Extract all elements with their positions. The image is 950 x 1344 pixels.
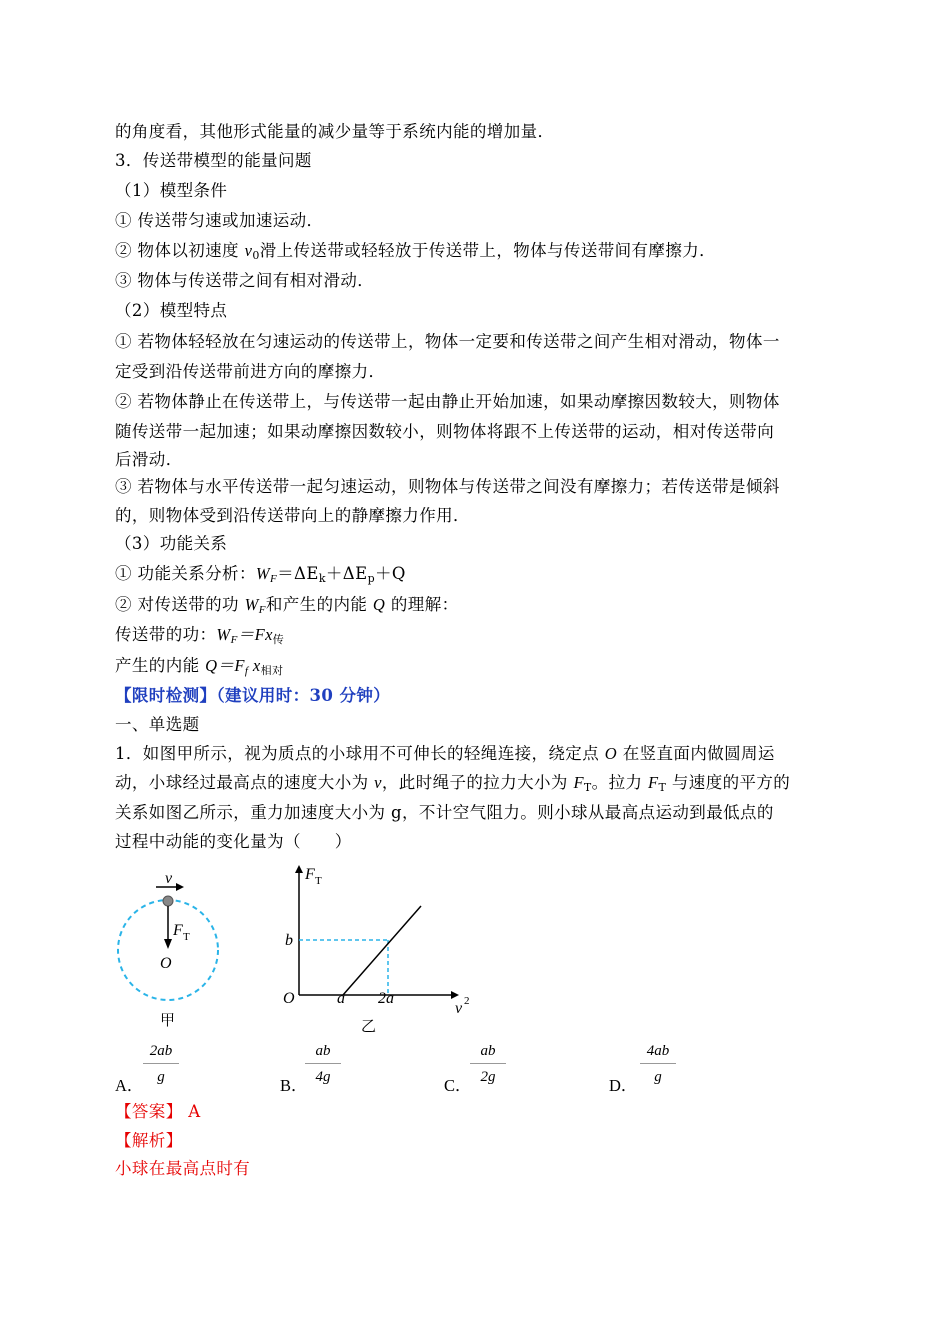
question-text: 关系如图乙所示，重力加速度大小为 g，不计空气阻力。则小球从最高点运动到最低点的 xyxy=(115,803,774,822)
y-axis-arrowhead xyxy=(295,865,303,873)
text-line: ② 若物体静止在传送带上，与传送带一起由静止开始加速，如果动摩擦因数较大，则物体 xyxy=(115,392,780,411)
text-line: ① 若物体轻轻放在匀速运动的传送带上，物体一定要和传送带之间产生相对滑动，物体一 xyxy=(115,332,780,351)
text-line: ③ 若物体与水平传送带一起匀速运动，则物体与传送带之间没有摩擦力；若传送带是倾斜 xyxy=(115,477,780,496)
option-c-fraction[interactable]: ab 2g xyxy=(468,1041,508,1087)
center-label: O xyxy=(160,955,172,972)
option-a-fraction[interactable]: 2ab g xyxy=(141,1041,181,1087)
text-line: 后滑动． xyxy=(115,450,183,469)
option-d-letter[interactable]: D． xyxy=(609,1076,638,1095)
2a-tick-label: 2a xyxy=(378,990,394,1007)
data-line xyxy=(343,906,421,995)
text-line: 的角度看，其他形式能量的减少量等于系统内能的增加量． xyxy=(115,122,555,141)
section-heading: 3．传送带模型的能量问题 xyxy=(115,151,312,170)
option-a-letter[interactable]: A． xyxy=(115,1076,144,1095)
option-b-letter[interactable]: B． xyxy=(280,1076,308,1095)
tension-arrowhead xyxy=(164,939,172,949)
velocity-label: v xyxy=(165,870,173,887)
tension-subscript: T xyxy=(183,931,190,943)
text-line: ① 传送带匀速或加速运动． xyxy=(115,211,324,230)
explanation-text: 小球在最高点时有 xyxy=(115,1159,251,1178)
option-b-fraction[interactable]: ab 4g xyxy=(303,1041,343,1087)
figure-caption: 乙 xyxy=(361,1017,377,1035)
text-line: 定受到沿传送带前进方向的摩擦力． xyxy=(115,362,386,381)
y-axis-subscript: T xyxy=(315,875,322,887)
tension-label: F xyxy=(173,922,183,939)
figure-caption: 甲 xyxy=(160,1011,176,1029)
question-text: 过程中动能的变化量为（ ） xyxy=(115,832,352,851)
text-line: ③ 物体与传送带之间有相对滑动． xyxy=(115,271,375,290)
timed-test-heading: 【限时检测】（建议用时：30 分钟） xyxy=(115,686,391,705)
question-text: 1．如图甲所示，视为质点的小球用不可伸长的轻绳连接，绕定点 O 在竖直面内做圆周运 xyxy=(115,744,775,763)
figure-yi xyxy=(275,855,485,1035)
subsection-heading: （2）模型特点 xyxy=(115,301,228,320)
origin-label: O xyxy=(283,990,295,1007)
a-tick-label: a xyxy=(337,990,345,1007)
y-axis-label: F xyxy=(305,866,315,883)
velocity-arrowhead xyxy=(176,883,184,891)
option-d-fraction[interactable]: 4ab g xyxy=(638,1041,678,1087)
ball xyxy=(163,896,173,906)
explanation-label: 【解析】 xyxy=(115,1131,183,1150)
question-text: 动，小球经过最高点的速度大小为 v，此时绳子的拉力大小为 $F_T$。拉力 $F_T$ 与速度的平方的 xyxy=(115,773,791,794)
section-heading: 一、单选题 xyxy=(115,715,200,734)
text-line: ② 对传送带的功 $W_F$和产生的内能 Q 的理解： xyxy=(115,595,459,616)
subsection-heading: （3）功能关系 xyxy=(115,534,228,553)
b-tick-label: b xyxy=(285,932,293,949)
subsection-heading: （1）模型条件 xyxy=(115,181,228,200)
text-line: ① 功能关系分析：$W_F=\Delta E_k+\Delta E_p+Q$ xyxy=(115,564,406,585)
figure-jia xyxy=(110,865,230,1035)
x-axis-superscript: 2 xyxy=(464,995,470,1007)
option-c-letter[interactable]: C． xyxy=(444,1076,472,1095)
x-axis-arrowhead xyxy=(451,991,459,999)
text-line: 传送带的功：$W_F=Fx_传$ xyxy=(115,625,285,646)
text-line: 的，则物体受到沿传送带向上的静摩擦力作用． xyxy=(115,506,470,525)
text-line: 随传送带一起加速；如果动摩擦因数较小，则物体将跟不上传送带的运动，相对传送带向 xyxy=(115,422,775,441)
answer-line: 【答案】 A xyxy=(115,1102,201,1121)
x-axis-label: v xyxy=(455,1000,463,1017)
text-line: ② 物体以初速度 $v_0$滑上传送带或轻轻放于传送带上，物体与传送带间有摩擦力． xyxy=(115,241,717,262)
text-line: 产生的内能 $Q=F_f$ $x_{相对}$ xyxy=(115,656,284,677)
